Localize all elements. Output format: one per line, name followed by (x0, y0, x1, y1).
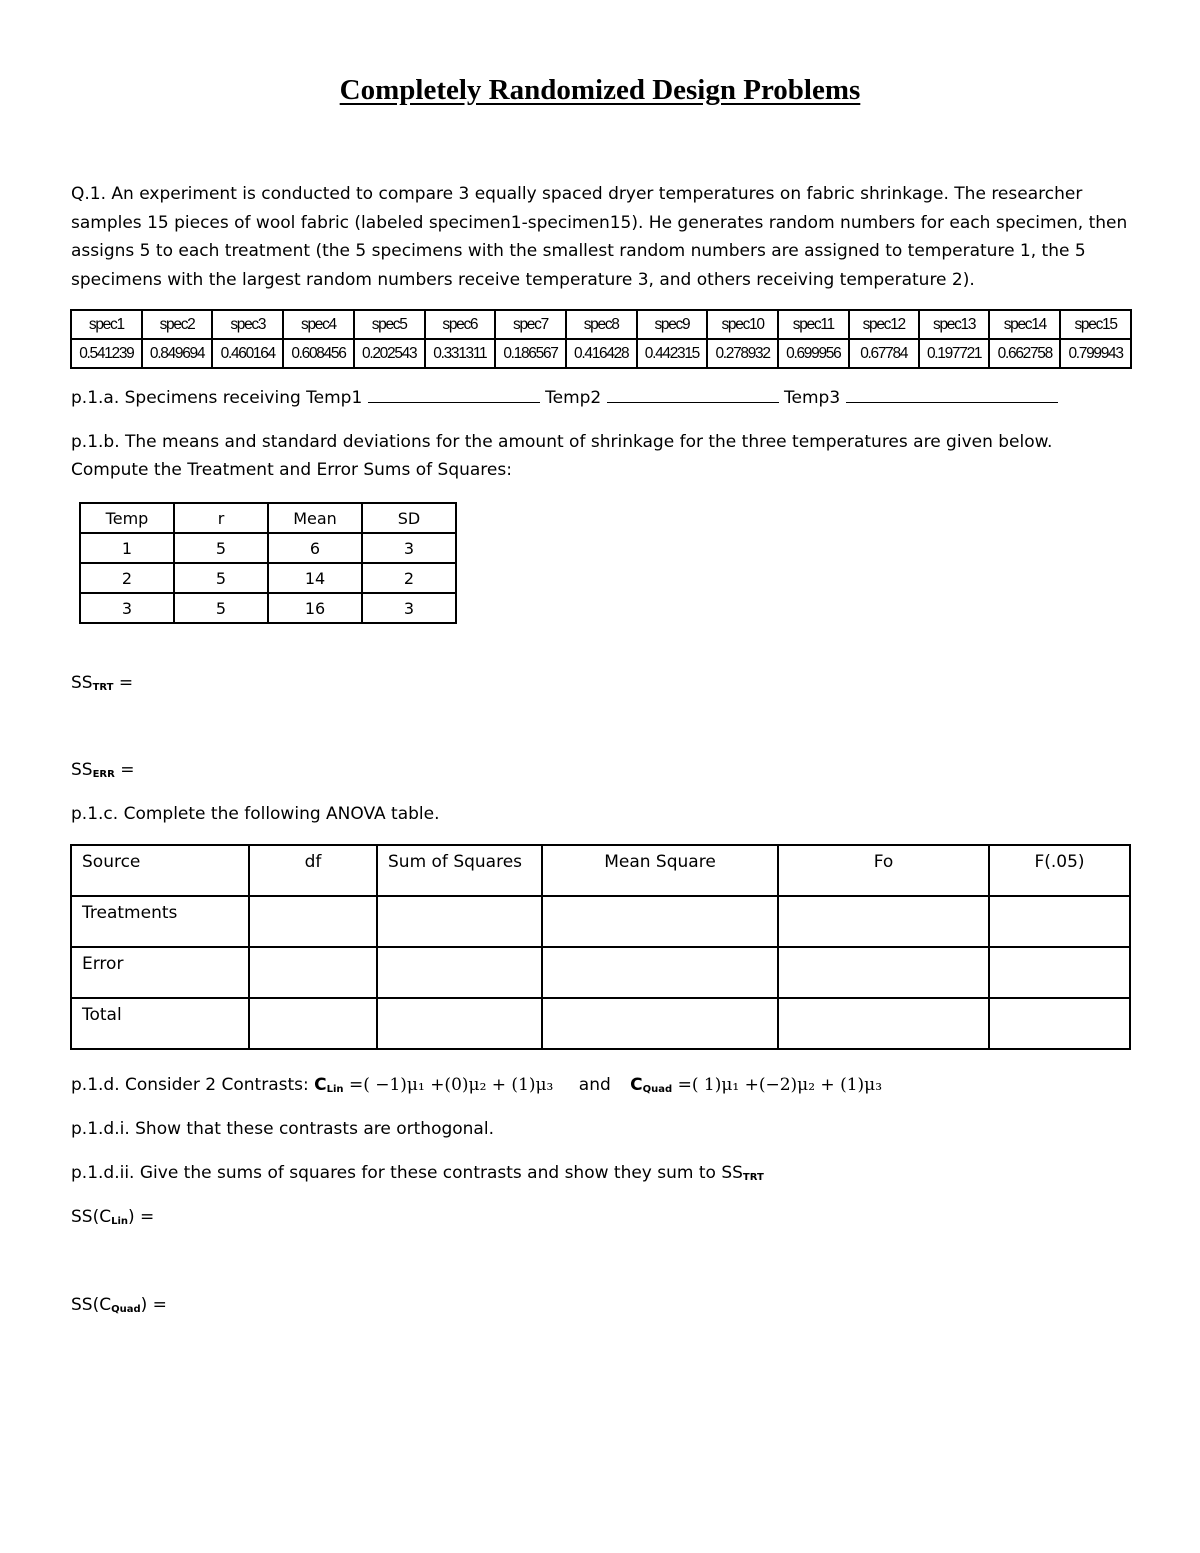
specimen-header: spec9 (637, 310, 708, 339)
answer-cell[interactable] (778, 896, 989, 947)
answer-cell[interactable] (249, 998, 377, 1049)
specimen-header: spec11 (778, 310, 849, 339)
table-cell: 16 (268, 593, 362, 623)
column-header: Sum of Squares (377, 845, 542, 896)
specimen-header: spec6 (425, 310, 496, 339)
specimen-value: 0.541239 (71, 339, 142, 368)
specimen-table (70, 309, 1132, 369)
p1dii-subscript: TRT (742, 1172, 764, 1183)
question-1-text (71, 180, 1136, 295)
p1di-line: p.1.d.i. Show that these contrasts are orthogonal. (71, 1119, 494, 1139)
answer-cell[interactable] (377, 998, 542, 1049)
column-header: Mean (268, 503, 362, 533)
specimen-header: spec4 (283, 310, 354, 339)
specimen-header: spec14 (989, 310, 1060, 339)
ss-clin-line (71, 1207, 154, 1227)
table-cell: 6 (268, 533, 362, 563)
table-header-row (71, 845, 1130, 896)
ss-trt-prefix: SS (71, 673, 93, 693)
p1a-line (71, 388, 1058, 408)
page-title: Completely Randomized Design Problems (339, 74, 861, 106)
specimen-value: 0.186567 (495, 339, 566, 368)
table-row (71, 947, 1130, 998)
specimen-header: spec12 (849, 310, 919, 339)
column-header: SD (362, 503, 456, 533)
ss-err-line (71, 760, 134, 780)
column-header: r (174, 503, 268, 533)
column-header: Temp (80, 503, 174, 533)
specimen-value: 0.662758 (989, 339, 1060, 368)
specimen-header: spec13 (919, 310, 990, 339)
cquad-expression: =( 1)μ₁ +(−2)μ₂ + (1)μ₃ (672, 1075, 883, 1095)
and-word: and (578, 1075, 611, 1095)
table-cell: 5 (174, 563, 268, 593)
ss-clin-prefix: SS(C (71, 1207, 112, 1227)
specimen-value: 0.278932 (707, 339, 778, 368)
specimen-header: spec8 (566, 310, 637, 339)
answer-cell[interactable] (249, 896, 377, 947)
column-header: Source (71, 845, 249, 896)
table-header-row (80, 503, 456, 533)
ss-err-equals: = (114, 760, 135, 780)
question-label: Q.1. (71, 184, 107, 204)
ss-trt-line (71, 673, 133, 693)
p1a-label: p.1.a. Specimens receiving Temp1 (71, 388, 363, 408)
column-header: Mean Square (542, 845, 778, 896)
table-cell: 1 (80, 533, 174, 563)
ss-cquad-line (71, 1295, 167, 1315)
temp2-answer-blank[interactable] (607, 388, 779, 403)
table-cell: 5 (174, 593, 268, 623)
specimen-value: 0.799943 (1060, 339, 1131, 368)
specimen-header-row (71, 310, 1131, 339)
specimen-header: spec1 (71, 310, 142, 339)
column-header: F(.05) (989, 845, 1130, 896)
p1b-line-1: p.1.b. The means and standard deviations for the amount of shrinkage for the three temperatures are given below. (71, 432, 1053, 452)
row-label: Treatments (71, 896, 249, 947)
answer-cell[interactable] (778, 998, 989, 1049)
specimen-header: spec3 (212, 310, 283, 339)
specimen-header: spec7 (495, 310, 566, 339)
ss-clin-suffix: ) = (128, 1207, 155, 1227)
question-body: An experiment is conducted to compare 3 equally spaced dryer temperatures on fabric shrinkage. The researcher samples 15 pieces of wool fabric (labeled specimen1-specimen15). He generates random numbers for each specimen, then assigns 5 to each treatment (the 5 specimens with the smallest random numbers are assigned to temperature 1, the 5 specimens with the largest random numbers receive temperature 3, and others receiving temperature 2). (71, 184, 1128, 291)
ss-err-subscript: ERR (92, 769, 115, 780)
table-row (71, 896, 1130, 947)
table-cell: 3 (362, 533, 456, 563)
table-row (80, 533, 456, 563)
table-cell: 2 (80, 563, 174, 593)
specimen-value: 0.416428 (566, 339, 637, 368)
specimen-value: 0.67784 (849, 339, 919, 368)
column-header: Fo (778, 845, 989, 896)
temp3-answer-blank[interactable] (846, 388, 1058, 403)
ss-trt-subscript: TRT (92, 682, 114, 693)
table-row (71, 998, 1130, 1049)
column-header: df (249, 845, 377, 896)
table-row (80, 593, 456, 623)
answer-cell[interactable] (377, 896, 542, 947)
clin-subscript: Lin (326, 1084, 344, 1095)
specimen-value: 0.442315 (637, 339, 708, 368)
p1dii-line (71, 1163, 764, 1183)
row-label: Total (71, 998, 249, 1049)
table-cell: 14 (268, 563, 362, 593)
answer-cell[interactable] (989, 998, 1130, 1049)
table-row (80, 563, 456, 593)
specimen-value: 0.608456 (283, 339, 354, 368)
temp1-answer-blank[interactable] (368, 388, 540, 403)
specimen-value-row (71, 339, 1131, 368)
specimen-header: spec5 (354, 310, 425, 339)
ss-cquad-suffix: ) = (140, 1295, 167, 1315)
clin-symbol: C (314, 1075, 327, 1095)
ss-err-prefix: SS (71, 760, 93, 780)
anova-table (70, 844, 1131, 1050)
p1b-line-2: Compute the Treatment and Error Sums of Squares: (71, 460, 512, 480)
answer-cell[interactable] (377, 947, 542, 998)
table-cell: 3 (80, 593, 174, 623)
answer-cell[interactable] (542, 947, 778, 998)
specimen-value: 0.202543 (354, 339, 425, 368)
p1c-line: p.1.c. Complete the following ANOVA table. (71, 804, 440, 824)
temperature-stats-table (79, 502, 457, 624)
specimen-value: 0.331311 (425, 339, 496, 368)
cquad-subscript: Quad (642, 1084, 673, 1095)
table-cell: 5 (174, 533, 268, 563)
specimen-header: spec10 (707, 310, 778, 339)
p1a-temp3-label: Temp3 (784, 388, 841, 408)
answer-cell[interactable] (249, 947, 377, 998)
answer-cell[interactable] (989, 896, 1130, 947)
specimen-header: spec2 (142, 310, 213, 339)
p1dii-text: p.1.d.ii. Give the sums of squares for these contrasts and show they sum to SS (71, 1163, 743, 1183)
p1d-line (71, 1075, 882, 1095)
specimen-header: spec15 (1060, 310, 1131, 339)
answer-cell[interactable] (542, 998, 778, 1049)
clin-expression: =( −1)μ₁ +(0)μ₂ + (1)μ₃ (343, 1075, 554, 1095)
p1d-intro: p.1.d. Consider 2 Contrasts: (71, 1075, 315, 1095)
answer-cell[interactable] (989, 947, 1130, 998)
ss-cquad-prefix: SS(C (71, 1295, 112, 1315)
p1a-temp2-label: Temp2 (545, 388, 602, 408)
specimen-value: 0.197721 (919, 339, 990, 368)
answer-cell[interactable] (542, 896, 778, 947)
specimen-value: 0.460164 (212, 339, 283, 368)
table-cell: 2 (362, 563, 456, 593)
specimen-value: 0.699956 (778, 339, 849, 368)
specimen-value: 0.849694 (142, 339, 213, 368)
ss-clin-subscript: Lin (111, 1216, 129, 1227)
ss-cquad-subscript: Quad (111, 1304, 141, 1315)
ss-trt-equals: = (113, 673, 134, 693)
cquad-symbol: C (630, 1075, 643, 1095)
table-cell: 3 (362, 593, 456, 623)
row-label: Error (71, 947, 249, 998)
answer-cell[interactable] (778, 947, 989, 998)
